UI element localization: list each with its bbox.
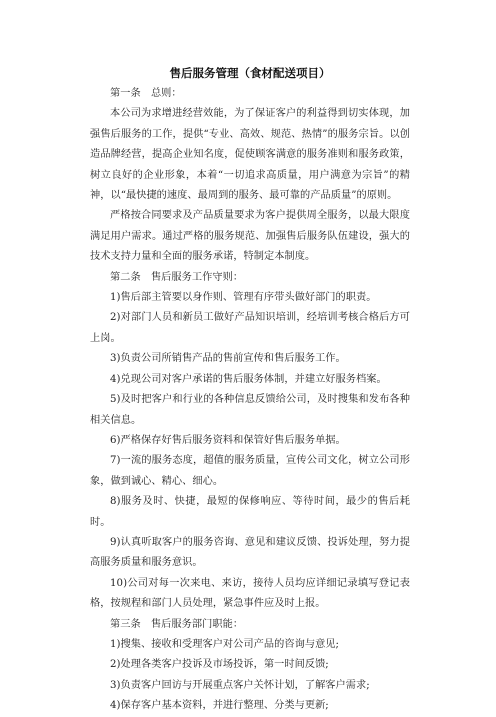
article-2-item-5: 5)及时把客户和行业的各种信息反馈给公司，及时搜集和发布各种相关信息。: [90, 394, 410, 426]
article-2-item-3: 3)负责公司所销售产品的售前宣传和售后服务工作。: [110, 353, 346, 365]
article-1-paragraph-1: 本公司为求增进经营效能，为了保证客户的利益得到切实体现，加强售后服务的工作，提供“专业、高效、规范、热情”的服务宗旨。以创造品牌经营，提高企业知名度，促使顾客满意的服务准则和服务政策，树立良好的企业形象，本着“一切追求高质量，用户满意为宗旨”的精神，以“最快捷的速度、最周到的服务、最可靠的产品质量”的原则。: [90, 108, 410, 202]
article-3-item-3: 3)负责客户回访与开展重点客户关怀计划，了解客户需求;: [110, 679, 370, 691]
article-2-item-2: 2)对部门人员和新员工做好产品知识培训，经培训考核合格后方可上岗。: [90, 312, 410, 344]
article-3-heading: 第三条 售后服务部门职能：: [110, 618, 244, 630]
article-2-item-8: 8)服务及时、快捷，最短的保修响应、等待时间，最少的售后耗时。: [90, 496, 410, 528]
article-3-item-1: 1)搜集、接收和受理客户对公司产品的咨询与意见;: [110, 638, 340, 650]
article-2-item-10: 10)公司对每一次来电、来访，接待人员均应详细记录填写登记表格，按规程和部门人员处理，紧急事件应及时上报。: [90, 577, 410, 610]
article-2-item-1: 1)售后部主管要以身作则、管理有序带头做好部门的职责。: [110, 292, 377, 304]
article-1-paragraph-2: 严格按合同要求及产品质量要求为客户提供周全服务，以最大限度满足用户需求。通过严格的服务规范、加强售后服务队伍建设，强大的技术支持力量和全面的服务承诺，特制定本制度。: [90, 210, 410, 263]
article-3-item-2: 2)处理各类客户投诉及市场投诉，第一时间反馈;: [110, 659, 329, 671]
article-1-heading: 第一条 总则：: [110, 88, 182, 99]
document-body: [90, 66, 410, 717]
article-2-item-4: 4)兑现公司对客户承诺的售后服务体制，并建立好服务档案。: [110, 373, 387, 385]
document-title: 售后服务管理（食材配送项目）: [169, 66, 331, 80]
article-2-heading: 第二条 售后服务工作守则：: [110, 271, 244, 283]
article-2-item-7: 7)一流的服务态度，超值的服务质量，宣传公司文化，树立公司形象，做到诚心、精心、细心。: [90, 455, 410, 487]
article-3-item-4: 4)保存客户基本资料，并进行整理、分类与更新;: [110, 700, 329, 712]
article-2-item-6: 6)严格保存好售后服务资料和保管好售后服务单据。: [110, 434, 346, 446]
article-2-item-9: 9)认真听取客户的服务咨询、意见和建议反馈、投诉处理，努力提高服务质量和服务意识。: [90, 536, 410, 569]
